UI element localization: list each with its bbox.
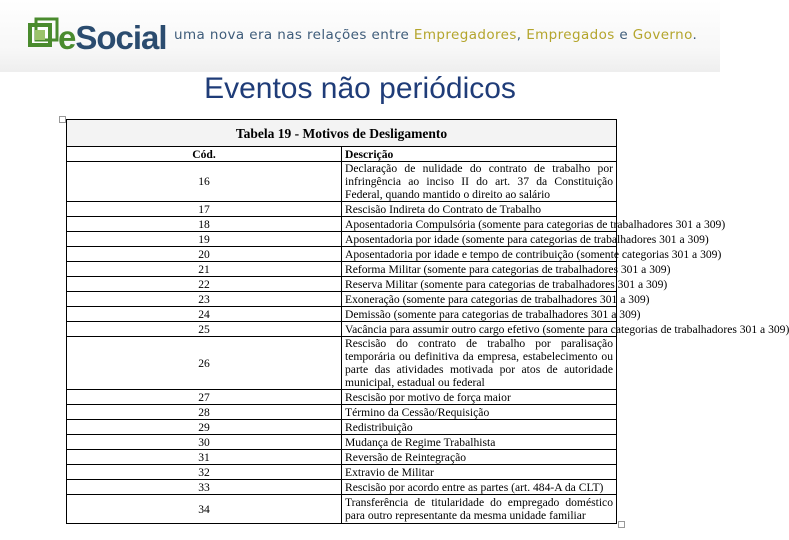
row-description: Declaração de nulidade do contrato de trabalho por infringência ao inciso II do art. 37 da Constituição Federal, quando mantido o direito ao salário [342, 162, 617, 202]
row-code: 29 [67, 420, 342, 435]
table-header-row [67, 147, 617, 162]
row-code: 24 [67, 307, 342, 322]
row-code: 17 [67, 202, 342, 217]
dismissal-reasons-table [66, 119, 789, 524]
row-description: Exoneração (somente para categorias de trabalhadores 301 a 309) [342, 292, 617, 307]
table-caption: Tabela 19 - Motivos de Desligamento [67, 120, 617, 147]
row-code: 22 [67, 277, 342, 292]
row-description: Aposentadoria Compulsória (somente para categorias de trabalhadores 301 a 309) [342, 217, 617, 232]
table-row [67, 232, 617, 247]
row-description: Transferência de titularidade do empregado doméstico para outro representante da mesma unidade familiar [342, 495, 617, 524]
header-tagline: uma nova era nas relações entre Empregadores, Empregados e Governo. [174, 27, 698, 43]
table-row [67, 435, 617, 450]
row-code: 21 [67, 262, 342, 277]
row-description: Reserva Militar (somente para categorias de trabalhadores 301 a 309) [342, 277, 617, 292]
row-code: 32 [67, 465, 342, 480]
table-row [67, 405, 617, 420]
row-description: Rescisão Indireta do Contrato de Trabalho [342, 202, 617, 217]
row-code: 27 [67, 390, 342, 405]
row-description: Extravio de Militar [342, 465, 617, 480]
row-description: Rescisão por acordo entre as partes (art. 484-A da CLT) [342, 480, 617, 495]
table-row [67, 307, 617, 322]
table-row [67, 420, 617, 435]
esocial-logo-text: eSocial [58, 19, 167, 56]
row-description: Reversão de Reintegração [342, 450, 617, 465]
header-description: Descrição [342, 147, 617, 162]
table-row [67, 292, 617, 307]
slide-title: Eventos não periódicos [204, 72, 516, 105]
selection-handle-bottom-right [618, 521, 625, 528]
row-description: Demissão (somente para categorias de trabalhadores 301 a 309) [342, 307, 617, 322]
table-row [67, 337, 617, 390]
table-row [67, 262, 617, 277]
row-description: Aposentadoria por idade (somente para categorias de trabalhadores 301 a 309) [342, 232, 617, 247]
row-code: 20 [67, 247, 342, 262]
row-description: Vacância para assumir outro cargo efetivo (somente para categorias de trabalhadores 301 a 309) [342, 322, 617, 337]
row-code: 19 [67, 232, 342, 247]
table-row [67, 465, 617, 480]
table-row [67, 495, 617, 524]
table-row [67, 202, 617, 217]
esocial-logo-icon [27, 19, 57, 49]
table-row [67, 322, 617, 337]
row-code: 25 [67, 322, 342, 337]
row-code: 33 [67, 480, 342, 495]
selection-handle-top-left [59, 116, 66, 123]
table-row [67, 450, 617, 465]
table-row [67, 247, 617, 262]
row-code: 18 [67, 217, 342, 232]
table-row [67, 277, 617, 292]
row-description: Rescisão do contrato de trabalho por paralisação temporária ou definitiva da empresa, estabelecimento ou parte das atividades motivada por atos de autoridade municipal, estadual ou federal [342, 337, 617, 390]
table-row [67, 162, 617, 202]
table-container [66, 119, 789, 522]
header-code: Cód. [67, 147, 342, 162]
row-description: Aposentadoria por idade e tempo de contribuição (somente categorias 301 a 309) [342, 247, 617, 262]
table-row [67, 390, 617, 405]
row-code: 23 [67, 292, 342, 307]
row-code: 28 [67, 405, 342, 420]
row-description: Término da Cessão/Requisição [342, 405, 617, 420]
row-code: 31 [67, 450, 342, 465]
row-code: 26 [67, 337, 342, 390]
row-description: Reforma Militar (somente para categorias de trabalhadores 301 a 309) [342, 262, 617, 277]
row-code: 16 [67, 162, 342, 202]
row-description: Rescisão por motivo de força maior [342, 390, 617, 405]
row-description: Mudança de Regime Trabalhista [342, 435, 617, 450]
row-description: Redistribuição [342, 420, 617, 435]
row-code: 34 [67, 495, 342, 524]
table-caption-row [67, 120, 617, 147]
row-code: 30 [67, 435, 342, 450]
table-row [67, 480, 617, 495]
slide-header [0, 0, 720, 72]
table-row [67, 217, 617, 232]
